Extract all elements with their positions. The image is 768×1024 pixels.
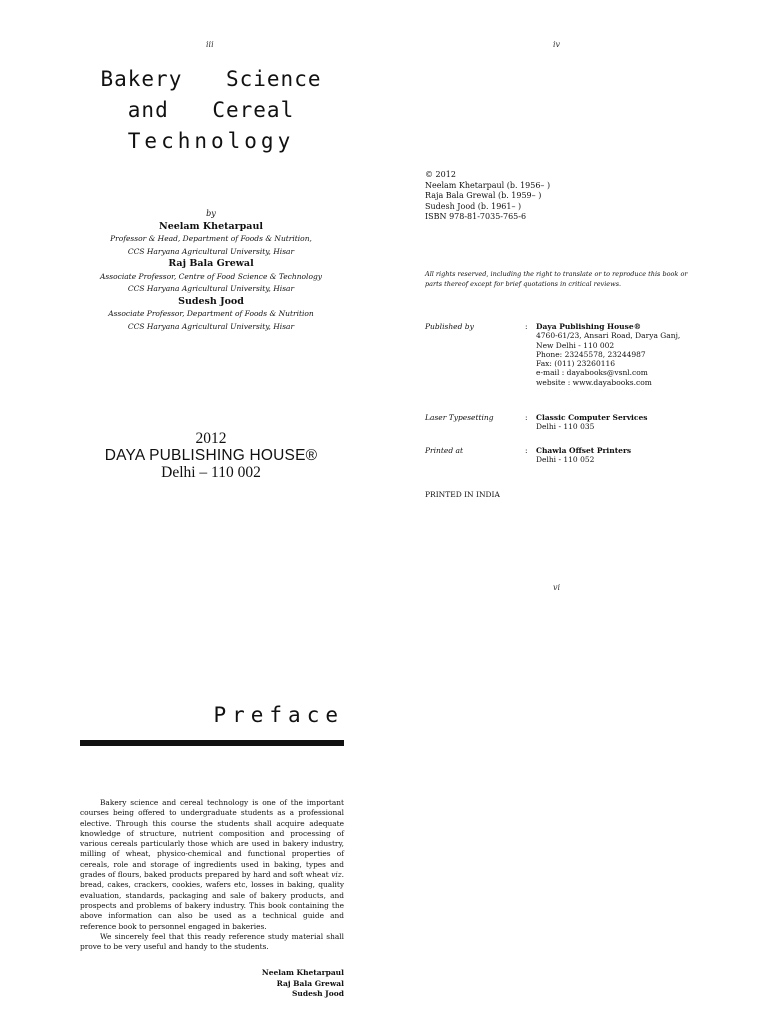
preface-body <box>80 798 344 952</box>
author-name: Raj Bala Grewal <box>168 258 254 269</box>
copyright-line: Sudesh Jood (b. 1961– ) <box>425 201 522 211</box>
copyright-line: © 2012 <box>425 170 456 179</box>
preface-rule <box>80 740 344 746</box>
colon: : <box>525 413 528 422</box>
address-line: New Delhi - 110 002 <box>536 340 615 350</box>
author-block <box>80 208 342 333</box>
author-affiliation: CCS Haryana Agricultural University, Hisar <box>127 284 295 293</box>
author-affiliation: CCS Haryana Agricultural University, Hisar <box>127 246 295 256</box>
publication-year: 2012 <box>195 430 227 447</box>
author-affiliation: Professor & Head, Department of Foods & Nutrition, <box>110 234 312 243</box>
author-affiliation: Associate Professor, Centre of Food Science & Technology <box>99 271 323 281</box>
publisher-city: Delhi – 110 002 <box>161 464 261 481</box>
printer-city: Delhi - 110 052 <box>536 455 595 465</box>
page-number-iv: iv <box>553 40 561 49</box>
preface-text: Bakery science and cereal technology is one of the important courses being offered to undergraduate students as a professional elective. Through this course the students shall acquire adequate knowledge of structure, nutrient composition and processing of various cereals particularly those which are used in bakery industry, milling of wheat, physico-chemical and functional properties of cereals, role and storage of ingredients used in baking, types and grades of flours, baked products prepared by hard and soft wheat <box>80 798 344 880</box>
copyright-block <box>425 170 550 223</box>
typesetting-value <box>536 413 696 432</box>
publisher-block <box>80 430 342 481</box>
email: e-mail : dayabooks@vsnl.com <box>536 368 648 378</box>
typesetter-name: Classic Computer Services <box>536 413 648 422</box>
page-number-vi: vi <box>553 583 561 592</box>
signature-name: Neelam Khetarpaul <box>261 968 344 977</box>
title-line-2: and Cereal <box>127 98 295 122</box>
website: website : www.dayabooks.com <box>536 377 652 387</box>
printer-name: Chawla Offset Printers <box>536 446 632 455</box>
preface-paragraph <box>80 798 344 932</box>
phone: Phone: 23245578, 23244987 <box>536 349 646 359</box>
preface-viz: viz. <box>331 870 344 880</box>
printed-at-value <box>536 446 696 465</box>
preface-signatures <box>80 968 344 1000</box>
address-line: 4760-61/23, Ansari Road, Darya Ganj, <box>536 331 681 341</box>
publisher-name: Daya Publishing House® <box>536 322 642 331</box>
by-label: by <box>206 209 216 218</box>
author-affiliation: Associate Professor, Department of Foods & Nutrition <box>108 309 314 318</box>
author-name: Sudesh Jood <box>178 295 244 307</box>
preface-title: Preface <box>213 703 344 727</box>
book-title <box>80 64 342 157</box>
colon: : <box>525 446 528 455</box>
rights-notice: All rights reserved, including the right to translate or to reproduce this book or parts thereof except for brief quotations in critical reviews. <box>425 270 688 288</box>
preface-text: bread, cakes, crackers, cookies, wafers etc, losses in baking, quality evaluation, standards, packaging and sale of bakery products, and prospects and problems of bakery industry. This book containing the above information can also be used as a technical guide and reference book to personnel engaged in bakeries. <box>80 880 344 931</box>
signature-name: Sudesh Jood <box>292 989 344 998</box>
copyright-line: Neelam Khetarpaul (b. 1956– ) <box>425 180 551 190</box>
title-line-3: Technology <box>127 129 295 153</box>
preface-paragraph: We sincerely feel that this ready reference study material shall prove to be very useful and handy to the students. <box>80 931 344 952</box>
published-by-value <box>536 322 696 387</box>
colon: : <box>525 322 528 331</box>
signature-name: Raj Bala Grewal <box>276 978 344 988</box>
author-affiliation: CCS Haryana Agricultural University, Hisar <box>127 321 295 331</box>
author-name: Neelam Khetarpaul <box>159 220 263 232</box>
publisher-name: DAYA PUBLISHING HOUSE® <box>104 447 318 464</box>
title-line-1: Bakery Science <box>100 67 322 91</box>
page-number-iii: iii <box>206 40 214 49</box>
printed-at-label: Printed at <box>425 446 463 455</box>
published-by-label: Published by <box>425 322 474 331</box>
fax: Fax: (011) 23260116 <box>536 359 616 369</box>
typesetter-city: Delhi - 110 035 <box>536 422 595 432</box>
isbn: ISBN 978-81-7035-765-6 <box>425 212 527 221</box>
copyright-line: Raja Bala Grewal (b. 1959– ) <box>425 191 542 200</box>
printed-in-india: PRINTED IN INDIA <box>425 490 500 499</box>
typesetting-label: Laser Typesetting <box>425 413 494 422</box>
